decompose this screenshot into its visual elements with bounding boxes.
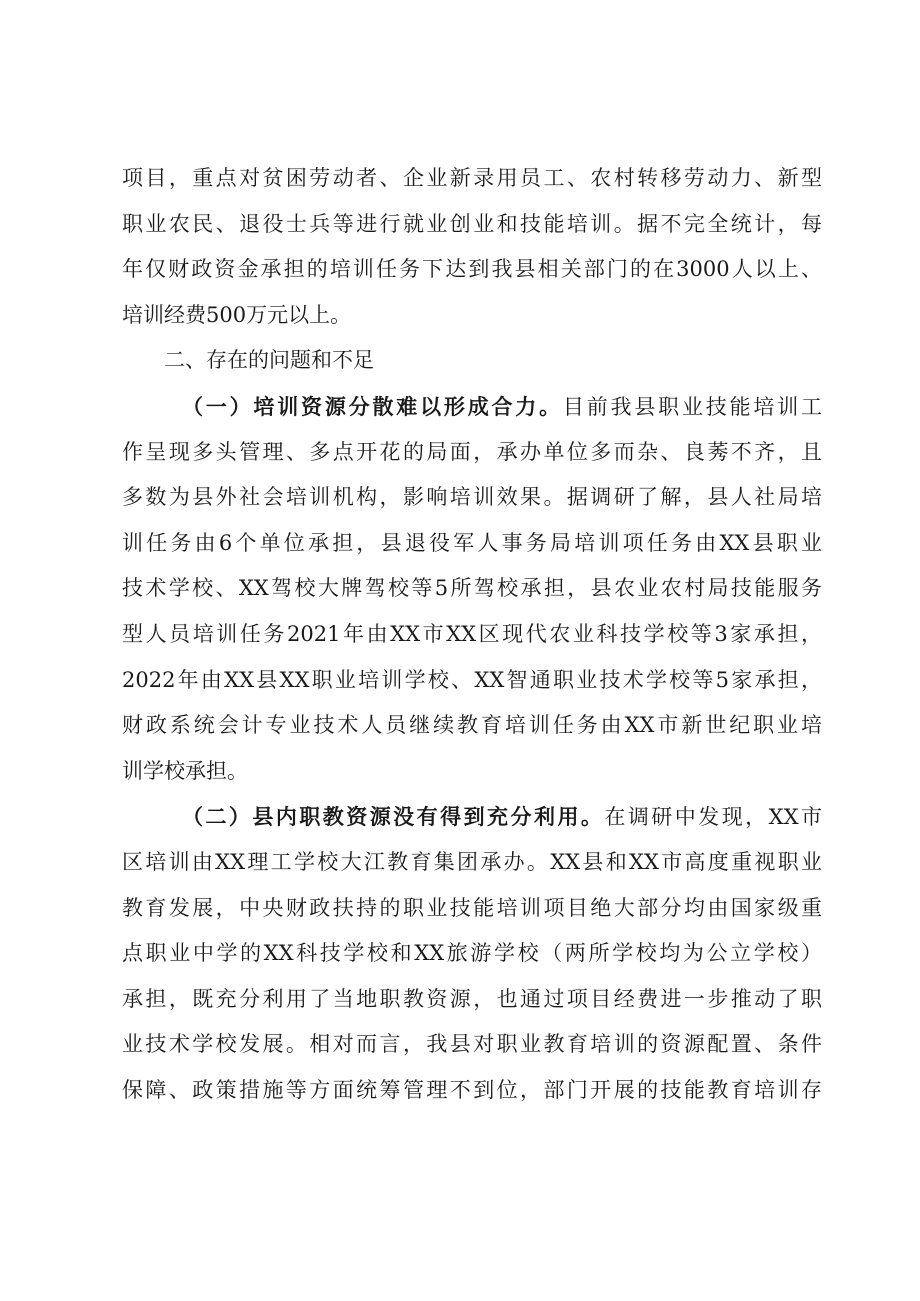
subsection-2-line: 点职业中学的XX科技学校和XX旅游学校（两所学校均为公立学校） <box>122 941 822 966</box>
subsection-1-line: 2022年由XX县XX职业培训学校、XX智通职业技术学校等5家承担， <box>122 667 822 692</box>
paragraph-1-line: 年仅财政资金承担的培训任务下达到我县相关部门的在3000人以上、 <box>122 257 822 282</box>
paragraph-1-line: 项目，重点对贫困劳动者、企业新录用员工、农村转移劳动力、新型 <box>122 166 822 190</box>
subsection-2-line: 教育发展，中央财政扶持的职业技能培训项目绝大部分均由国家级重 <box>122 895 822 920</box>
document-body <box>122 156 822 1113</box>
section-heading: 二、存在的问题和不足 <box>164 348 374 373</box>
subsection-1-line: 作呈现多头管理、多点开花的局面，承办单位多而杂、良莠不齐，且 <box>122 439 822 464</box>
subsection-1-line: 财政系统会计专业技术人员继续教育培训任务由XX市新世纪职业培 <box>122 713 822 738</box>
subsection-2-line: 业技术学校发展。相对而言，我县对职业教育培训的资源配置、条件 <box>122 1032 822 1057</box>
subsection-2-first-line <box>122 794 822 840</box>
subsection-2-line: 区培训由XX理工学校大江教育集团承办。XX县和XX市高度重视职业 <box>122 849 822 874</box>
subsection-2-line: 保障、政策措施等方面统筹管理不到位，部门开展的技能教育培训存 <box>122 1077 822 1102</box>
subsection-1-line: 型人员培训任务2021年由XX市XX区现代农业科技学校等3家承担， <box>122 621 822 646</box>
subsection-1-line: 训学校承担。 <box>122 758 248 783</box>
subsection-1-title: （一）培训资源分散难以形成合力。 <box>182 393 563 419</box>
subsection-1-first-line-text: 目前我县职业技能培训工 <box>562 394 822 419</box>
subsection-2-first-line-text: 在调研中发现，XX市 <box>604 805 822 830</box>
subsection-2-line: 承担，既充分利用了当地职教资源，也通过项目经费进一步推动了职 <box>122 986 822 1011</box>
paragraph-1-line: 职业农民、退役士兵等进行就业创业和技能培训。据不完全统计，每 <box>122 211 822 236</box>
subsection-1-first-line <box>122 384 822 430</box>
subsection-1-line: 训任务由6个单位承担，县退役军人事务局培训项任务由XX县职业 <box>122 530 822 555</box>
subsection-1-line: 多数为县外社会培训机构，影响培训效果。据调研了解，县人社局培 <box>122 485 822 510</box>
subsection-2-title: （二）县内职教资源没有得到充分利用。 <box>182 804 605 830</box>
subsection-1-line: 技术学校、XX驾校大牌驾校等5所驾校承担，县农业农村局技能服务 <box>122 576 822 601</box>
paragraph-1-line: 培训经费500万元以上。 <box>122 302 352 327</box>
